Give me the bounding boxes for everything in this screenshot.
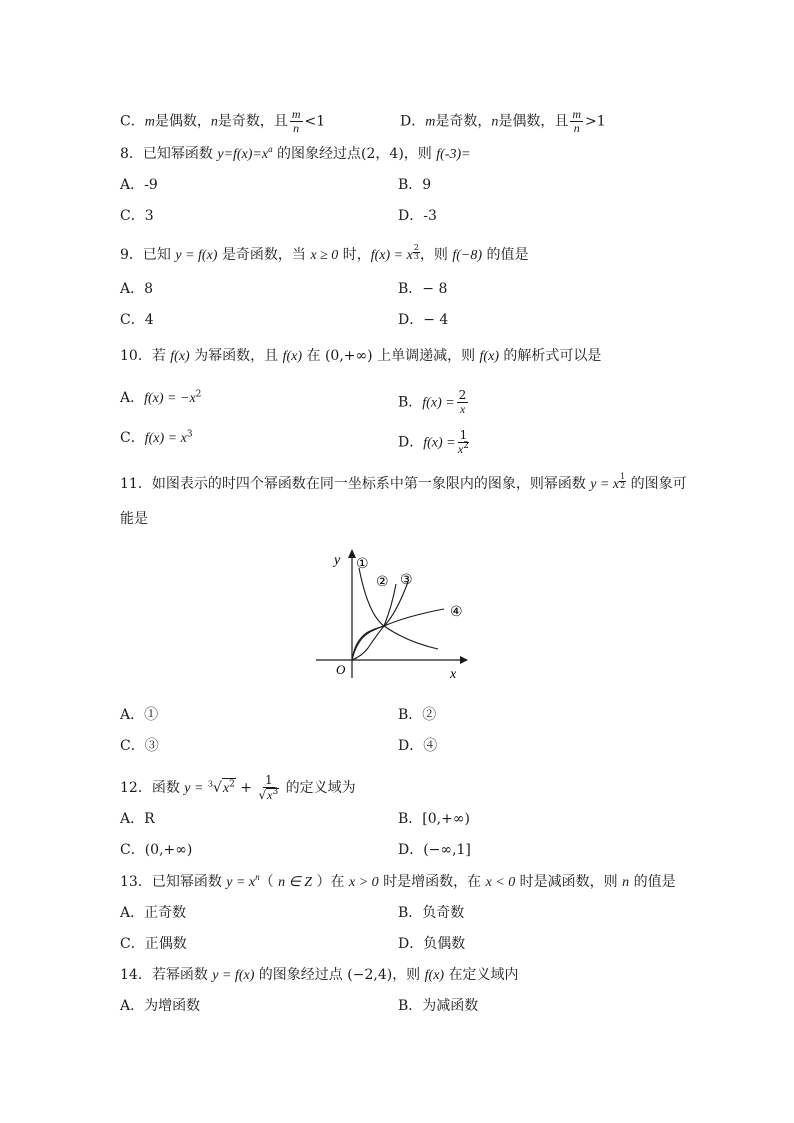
denominator: n <box>573 121 580 135</box>
numerator: 1 <box>620 472 626 481</box>
exponent: 3 <box>272 787 279 797</box>
denominator: n <box>293 121 300 135</box>
q11-option-d[interactable]: D．④ <box>398 738 438 754</box>
fraction <box>457 389 469 416</box>
text: 的值是 <box>629 874 676 890</box>
q10-option-b[interactable] <box>398 389 470 416</box>
q9-option-d[interactable]: D．− 4 <box>398 312 449 328</box>
formula: f(−8) <box>452 248 483 263</box>
q10-stem <box>120 347 601 366</box>
x-axis-label: x <box>450 667 457 682</box>
formula: f(x) = −x <box>144 391 196 406</box>
formula: f(x) <box>282 349 303 364</box>
q14-option-a[interactable]: A．为增函数 <box>120 998 201 1014</box>
q10-option-c[interactable] <box>120 429 193 448</box>
text: 时， <box>338 247 371 263</box>
numerator: 1 <box>459 428 468 442</box>
text: <1 <box>304 113 326 130</box>
q10-option-a[interactable] <box>120 389 201 408</box>
numerator: m <box>572 107 582 121</box>
option-label: B． <box>398 394 423 411</box>
fraction <box>290 108 303 135</box>
text: 上单调递减，则 <box>372 348 480 364</box>
curve-2 <box>352 584 396 660</box>
formula: f(x) <box>170 349 190 364</box>
formula: y = f(x) <box>175 248 218 263</box>
root-index: 3 <box>207 779 213 789</box>
text: 是奇数， <box>435 113 492 130</box>
denominator <box>458 443 469 456</box>
text: （ <box>259 874 279 890</box>
numerator: 2 <box>413 243 419 252</box>
formula: y = f(x) <box>212 968 255 983</box>
radicand-var: x <box>267 788 273 802</box>
text: 在定义域内 <box>444 967 519 983</box>
radicand-var: x <box>222 781 230 796</box>
q8-option-a[interactable]: A．-9 <box>120 177 158 193</box>
exponent: a <box>268 144 273 155</box>
q12-stem <box>120 774 356 802</box>
text: 10．若 <box>120 348 171 364</box>
denominator-var: x <box>457 442 464 456</box>
q12-option-a[interactable]: A．R <box>120 811 155 827</box>
q9-option-b[interactable]: B．− 8 <box>398 281 448 297</box>
denominator <box>259 788 280 802</box>
curve-2-label: ② <box>376 574 389 590</box>
option-label: A． <box>120 390 145 406</box>
curve-1 <box>359 568 438 649</box>
text: 8．已知幂函数 <box>120 146 218 162</box>
text: 时是减函数，则 <box>515 874 623 890</box>
text: 时是增函数，在 <box>378 874 486 890</box>
option-label: C． <box>120 430 145 446</box>
curve-4-label: ④ <box>450 604 463 620</box>
formula: f(x) = <box>423 435 456 451</box>
text: 9．已知 <box>120 247 176 263</box>
text: ）在 <box>312 874 349 890</box>
q11-option-a[interactable]: A．① <box>120 707 159 723</box>
formula: x ≥ 0 <box>310 248 339 263</box>
q13-option-d[interactable]: D．负偶数 <box>398 936 466 952</box>
formula: x > 0 <box>348 875 379 890</box>
text: 在 <box>302 348 325 364</box>
radicand <box>266 788 279 802</box>
formula: y = x <box>590 477 620 492</box>
text: >1 <box>585 113 606 130</box>
exponent: n <box>255 872 260 883</box>
var-m: m <box>144 114 155 130</box>
q13-option-b[interactable]: B．负奇数 <box>398 905 465 921</box>
q8-option-c[interactable]: C．3 <box>120 208 154 224</box>
exponent: 3 <box>186 429 193 440</box>
q8-option-b[interactable]: B．9 <box>398 177 432 193</box>
formula: y=f(x)=x <box>217 147 269 162</box>
text: 是奇函数，当 <box>217 247 311 263</box>
text: 12．函数 <box>120 780 185 796</box>
point: (−2,4) <box>347 967 393 983</box>
formula: f(x) <box>479 349 499 364</box>
q14-stem <box>120 966 519 985</box>
q13-option-a[interactable]: A．正奇数 <box>120 905 187 921</box>
text: 是偶数， <box>154 113 211 130</box>
q7-option-d[interactable] <box>400 108 606 135</box>
formula: x < 0 <box>485 875 516 890</box>
exponent: 2 <box>229 779 235 790</box>
y-axis-arrow <box>348 549 356 558</box>
q13-stem <box>120 873 676 892</box>
curve-1-label: ① <box>356 556 369 572</box>
denominator: 3 <box>413 252 419 261</box>
text: ，则 <box>392 967 425 983</box>
text: 为幂函数，且 <box>189 348 283 364</box>
x-axis-arrow <box>460 656 468 664</box>
var-n: n <box>210 114 218 130</box>
text: 11．如图表示的时四个幂函数在同一坐标系中第一象限内的图象，则幂函数 <box>120 476 591 492</box>
text: 的图象经过点(2，4)，则 <box>272 146 437 162</box>
formula: n <box>622 875 630 890</box>
q11-stem-line2: 能是 <box>120 511 148 527</box>
q10-option-d[interactable] <box>398 429 471 456</box>
numerator: 2 <box>458 388 467 402</box>
origin-label: O <box>336 662 346 677</box>
q12-option-d[interactable]: D．(−∞,1] <box>398 842 471 858</box>
option-label: C． <box>120 113 145 130</box>
fraction <box>259 774 280 802</box>
curve-3-label: ③ <box>400 572 413 588</box>
q13-option-c[interactable]: C．正偶数 <box>120 936 187 952</box>
formula: f(-3)= <box>436 147 471 162</box>
q9-option-c[interactable]: C．4 <box>120 312 154 328</box>
q8-option-d[interactable]: D．-3 <box>398 208 437 224</box>
denominator: x <box>459 402 466 416</box>
power-function-graph <box>312 544 472 684</box>
formula: f(x) <box>424 968 445 983</box>
option-label: D． <box>400 113 426 130</box>
q11-stem-line1 <box>120 473 687 494</box>
formula: y = <box>184 781 204 796</box>
q11-option-b[interactable]: B．② <box>398 707 437 723</box>
exponent: 2 <box>195 389 202 400</box>
q9-stem <box>120 244 528 265</box>
q14-option-b[interactable]: B．为减函数 <box>398 998 479 1014</box>
text: 的值是 <box>482 247 529 263</box>
radicand <box>222 778 236 798</box>
formula: f(x) = x <box>144 431 187 446</box>
text: 13．已知幂函数 <box>120 874 227 890</box>
exponent-fraction <box>413 244 420 261</box>
q8-stem <box>120 145 471 164</box>
q12-option-b[interactable]: B．[0,+∞) <box>398 811 470 827</box>
text: 的定义域为 <box>281 780 356 796</box>
formula: f(x) = <box>422 395 455 411</box>
numerator: m <box>291 107 301 121</box>
denominator: 2 <box>620 481 626 490</box>
text: 的图象可 <box>626 476 687 492</box>
plus-sign: + <box>235 780 257 796</box>
formula: y = x <box>226 875 256 890</box>
radical-sign: √ <box>258 788 267 802</box>
radical-sign: √ <box>212 780 222 796</box>
formula: n ∈ Z <box>278 875 313 890</box>
text: 14．若幂函数 <box>120 967 213 983</box>
numerator: 1 <box>265 773 273 787</box>
fraction <box>458 429 470 456</box>
q7-option-c[interactable] <box>120 108 325 135</box>
text: ，则 <box>419 247 453 263</box>
interval: (0,+∞) <box>324 348 373 364</box>
text: 的图象经过点 <box>254 967 348 983</box>
q11-option-c[interactable]: C．③ <box>120 738 159 754</box>
exponent: 2 <box>463 441 469 451</box>
y-axis-label: y <box>334 553 341 568</box>
option-label: D． <box>398 434 424 451</box>
text: 是奇数，且 <box>217 113 288 130</box>
q9-option-a[interactable]: A．8 <box>120 281 154 297</box>
var-n: n <box>491 114 499 130</box>
fraction <box>570 108 583 135</box>
var-m: m <box>425 114 436 130</box>
text: 的解析式可以是 <box>498 348 602 364</box>
curve-3 <box>352 582 408 660</box>
text: 是偶数，且 <box>498 113 569 130</box>
q12-option-c[interactable]: C．(0,+∞) <box>120 842 193 858</box>
formula: f(x) = x <box>370 248 413 263</box>
